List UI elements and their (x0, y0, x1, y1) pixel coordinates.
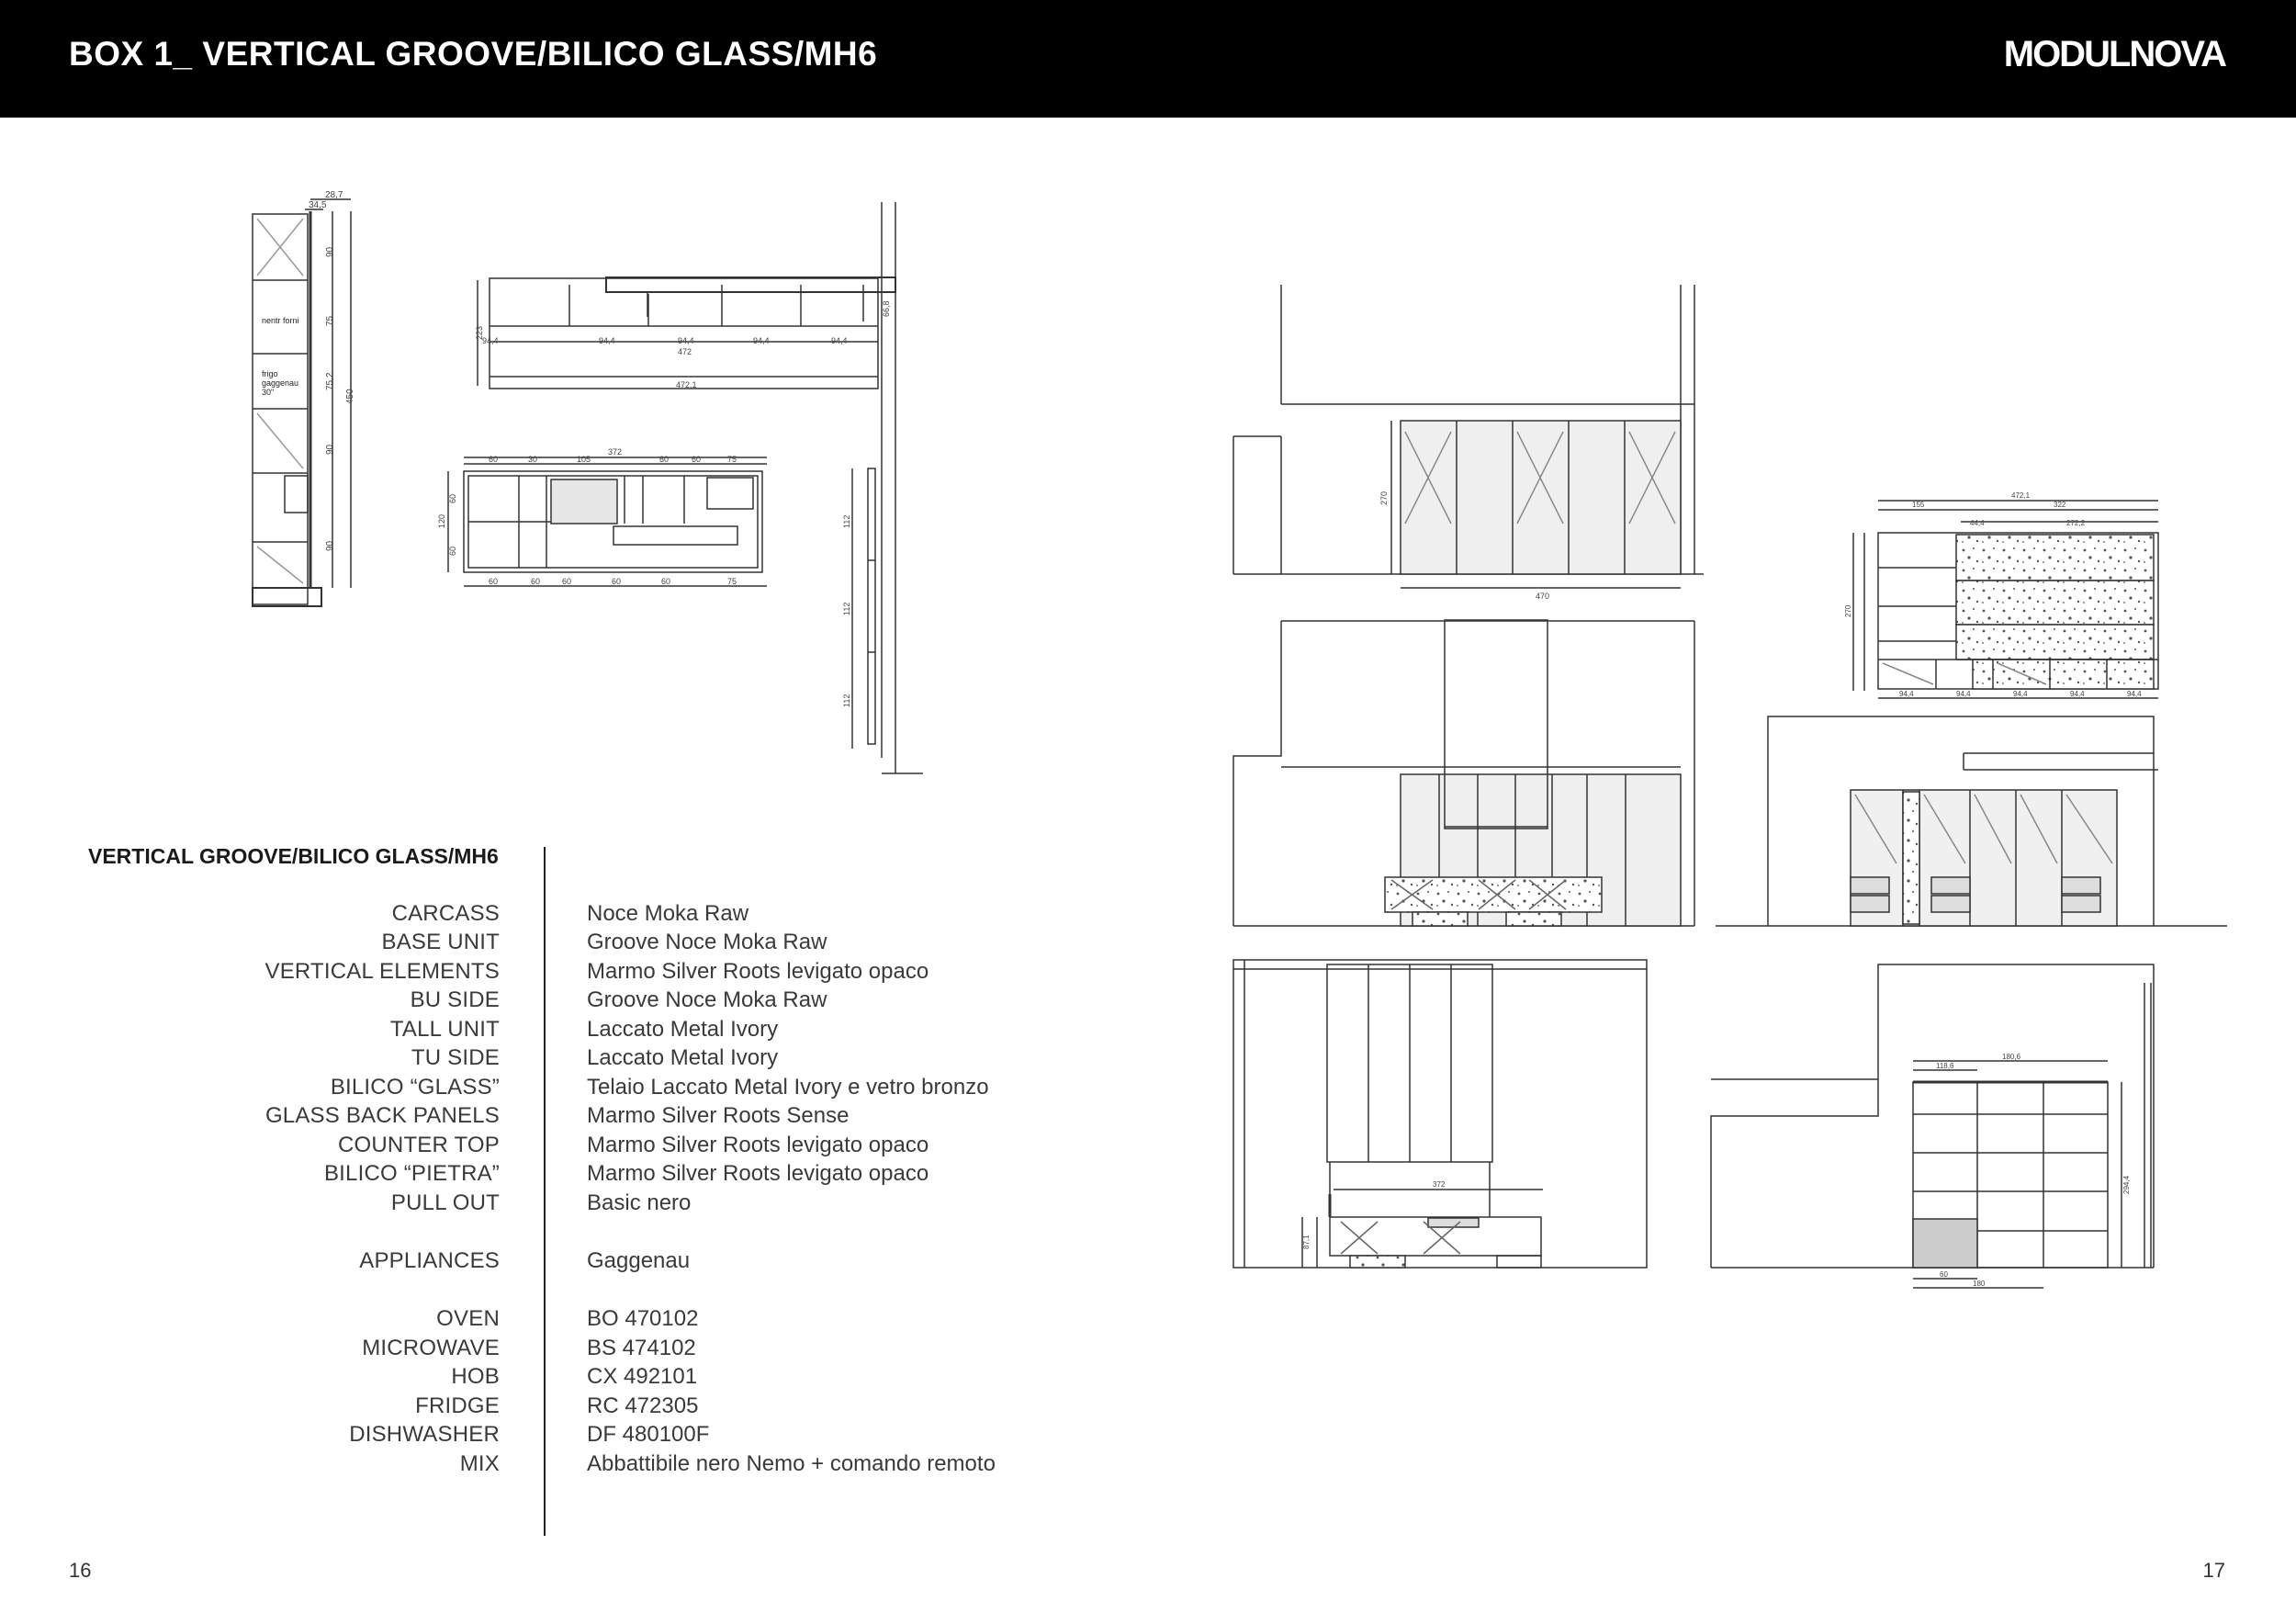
wall-elev-width: 470 (1536, 592, 1550, 601)
spec-row-bilico-glass (0, 1075, 1102, 1104)
shelf-bot-5: 94,4 (2127, 690, 2142, 698)
island-top-4: 60 (659, 455, 670, 464)
section-dim-height: 87,1 (1302, 1235, 1311, 1249)
island-plan (437, 447, 767, 586)
spec-label: COUNTER TOP (337, 1133, 500, 1157)
spec-value: Gaggenau (587, 1248, 691, 1273)
cabinet-dim-height: 294,4 (2122, 1175, 2131, 1194)
island-top-5: 60 (692, 455, 702, 464)
cabinet-dim-top: 118,6 (1936, 1062, 1954, 1070)
island-side-3: 60 (448, 546, 457, 556)
shelf-bot-1: 94,4 (1899, 690, 1914, 698)
spec-value: Laccato Metal Ivory (587, 1017, 779, 1042)
spec-value: Abbattibile nero Nemo + comando remoto (587, 1451, 996, 1476)
panel-dim-3: 112 (842, 694, 851, 707)
brand-logo: MODULNOVA (2003, 34, 2225, 74)
island-bot-4: 60 (612, 577, 622, 586)
specs-title: VERTICAL GROOVE/BILICO GLASS/MH6 (88, 844, 499, 868)
spec-value: Marmo Silver Roots levigato opaco (587, 959, 929, 984)
shelf-dim-a: 155 (1912, 501, 1925, 509)
spec-value: Groove Noce Moka Raw (587, 987, 827, 1012)
tall-unit-cabinet (1711, 964, 2154, 1288)
spec-row-bu-side (0, 987, 1102, 1017)
spec-label: MICROWAVE (362, 1336, 500, 1360)
island-top-2: 30 (528, 455, 538, 464)
spec-label: GLASS BACK PANELS (264, 1103, 500, 1128)
document-title: BOX 1_ VERTICAL GROOVE/BILICO GLASS/MH6 (69, 35, 878, 73)
column-elevation (253, 190, 355, 606)
island-side-1: 60 (448, 493, 457, 503)
spec-row-vertical-elements (0, 959, 1102, 988)
spec-value: Marmo Silver Roots Sense (587, 1103, 850, 1128)
shelf-dim-total: 472,1 (2011, 491, 2031, 500)
spec-label: HOB (451, 1364, 500, 1389)
column-dim-total: 450 (345, 389, 355, 404)
island-top-6: 75 (727, 455, 737, 464)
spec-row-hob (0, 1364, 1102, 1393)
spec-row-oven (0, 1306, 1102, 1336)
island-bot-5: 60 (661, 577, 671, 586)
column-dim-h1: 90 (325, 246, 335, 257)
spec-value: Laccato Metal Ivory (587, 1045, 779, 1070)
spec-row-appliances (0, 1248, 1102, 1278)
wall-elev-height: 270 (1379, 491, 1389, 505)
spec-label: PULL OUT (390, 1190, 500, 1215)
spec-label: TALL UNIT (389, 1017, 500, 1042)
page-number-right: 17 (2202, 1559, 2225, 1582)
spec-label: MIX (459, 1451, 500, 1476)
island-bot-1: 60 (489, 577, 499, 586)
column-dim-h5: 90 (325, 540, 335, 551)
wall-mod-5: 94,4 (831, 336, 848, 345)
wall-dim-side: 223 (475, 325, 484, 340)
spec-row-carcass (0, 901, 1102, 930)
island-elevation (1233, 620, 1694, 926)
tall-units-elevation (1716, 716, 2227, 926)
panel-dim-1: 112 (842, 514, 851, 528)
spec-value: BO 470102 (587, 1306, 699, 1331)
wall-mod-3: 94,4 (678, 336, 694, 345)
wall-dim-depth: 66,8 (882, 300, 891, 317)
wall-mod-2: 94,4 (599, 336, 615, 345)
shelf-dim-c: 44,4 (1970, 519, 1985, 527)
label-fridge-1: frigo (262, 369, 278, 378)
cabinet-dim-bottom-2: 180 (1973, 1280, 1986, 1288)
spec-value: Telaio Laccato Metal Ivory e vetro bronzo (587, 1075, 989, 1100)
wall-elevation (1233, 285, 1704, 601)
cabinet-dim-bottom-1: 60 (1940, 1270, 1948, 1279)
section-dim-width: 372 (1433, 1180, 1446, 1189)
spec-label: VERTICAL ELEMENTS (264, 959, 500, 984)
wall-mod-1: 94,4 (482, 336, 499, 345)
side-panels (842, 468, 875, 749)
column-dim-h2: 75 (325, 315, 335, 326)
spec-row-dishwasher (0, 1422, 1102, 1451)
spec-row-tu-side (0, 1045, 1102, 1075)
page-number-left: 16 (69, 1559, 92, 1582)
island-top-1: 60 (489, 455, 499, 464)
spec-row-base-unit (0, 930, 1102, 959)
wall-mod-4: 94,4 (753, 336, 770, 345)
spec-row-fridge (0, 1393, 1102, 1423)
island-side-2: 120 (437, 513, 446, 528)
spec-label: DISHWASHER (349, 1422, 500, 1447)
spec-label: CARCASS (391, 901, 500, 926)
wall-dim-inner: 472 (678, 347, 692, 356)
spec-label: BILICO “GLASS” (330, 1075, 500, 1100)
spec-label: FRIDGE (415, 1393, 500, 1418)
spec-value: BS 474102 (587, 1336, 696, 1360)
island-bot-3: 60 (562, 577, 572, 586)
spec-row-counter-top (0, 1133, 1102, 1162)
label-fridge-2: gaggenau (262, 378, 299, 388)
spec-row-microwave (0, 1336, 1102, 1365)
spec-row-bilico-pietra (0, 1161, 1102, 1190)
column-dim-h4: 90 (325, 444, 335, 455)
island-bot-2: 60 (531, 577, 541, 586)
spec-row-tall-unit (0, 1017, 1102, 1046)
label-fridge-3: 30" (262, 388, 275, 397)
spec-value: Marmo Silver Roots levigato opaco (587, 1133, 929, 1157)
island-bot-6: 75 (727, 577, 737, 586)
island-dim-total: 372 (608, 447, 623, 457)
spec-value: Marmo Silver Roots levigato opaco (587, 1161, 929, 1186)
panel-dim-2: 112 (842, 602, 851, 615)
spec-label: TU SIDE (411, 1045, 500, 1070)
spec-value: Basic nero (587, 1190, 692, 1215)
spec-label: BILICO “PIETRA” (323, 1161, 500, 1186)
island-top-3: 105 (577, 455, 591, 464)
wall-plan (475, 202, 923, 773)
spec-row-pull-out (0, 1190, 1102, 1220)
shelf-bot-2: 94,4 (1956, 690, 1971, 698)
column-dim-top: 28,7 (325, 190, 343, 200)
cabinet-dim-total: 180,6 (2002, 1053, 2021, 1061)
shelf-dim-d: 272,2 (2066, 519, 2086, 527)
spec-value: DF 480100F (587, 1422, 710, 1447)
spec-value: CX 492101 (587, 1364, 698, 1389)
spec-label: OVEN (436, 1306, 500, 1331)
wall-dim-total: 472,1 (676, 380, 697, 389)
spec-value: Groove Noce Moka Raw (587, 930, 827, 954)
spec-label: BASE UNIT (381, 930, 500, 954)
spec-row-mix (0, 1451, 1102, 1481)
shelving-elevation (1844, 491, 2158, 698)
spec-label: BU SIDE (410, 987, 500, 1012)
label-ovens: nentr forni (262, 316, 299, 325)
spec-label: APPLIANCES (359, 1248, 500, 1273)
island-section (1233, 960, 1647, 1268)
spec-value: RC 472305 (587, 1393, 699, 1418)
shelf-bot-3: 94,4 (2013, 690, 2028, 698)
spec-row-glass-back-panels (0, 1103, 1102, 1133)
shelf-dim-height: 270 (1844, 604, 1852, 617)
spec-value: Noce Moka Raw (587, 901, 749, 926)
column-dim-h3: 75,2 (325, 372, 335, 390)
shelf-bot-4: 94,4 (2070, 690, 2085, 698)
shelf-dim-b: 322 (2054, 501, 2066, 509)
column-dim-top2: 34,5 (309, 200, 327, 210)
